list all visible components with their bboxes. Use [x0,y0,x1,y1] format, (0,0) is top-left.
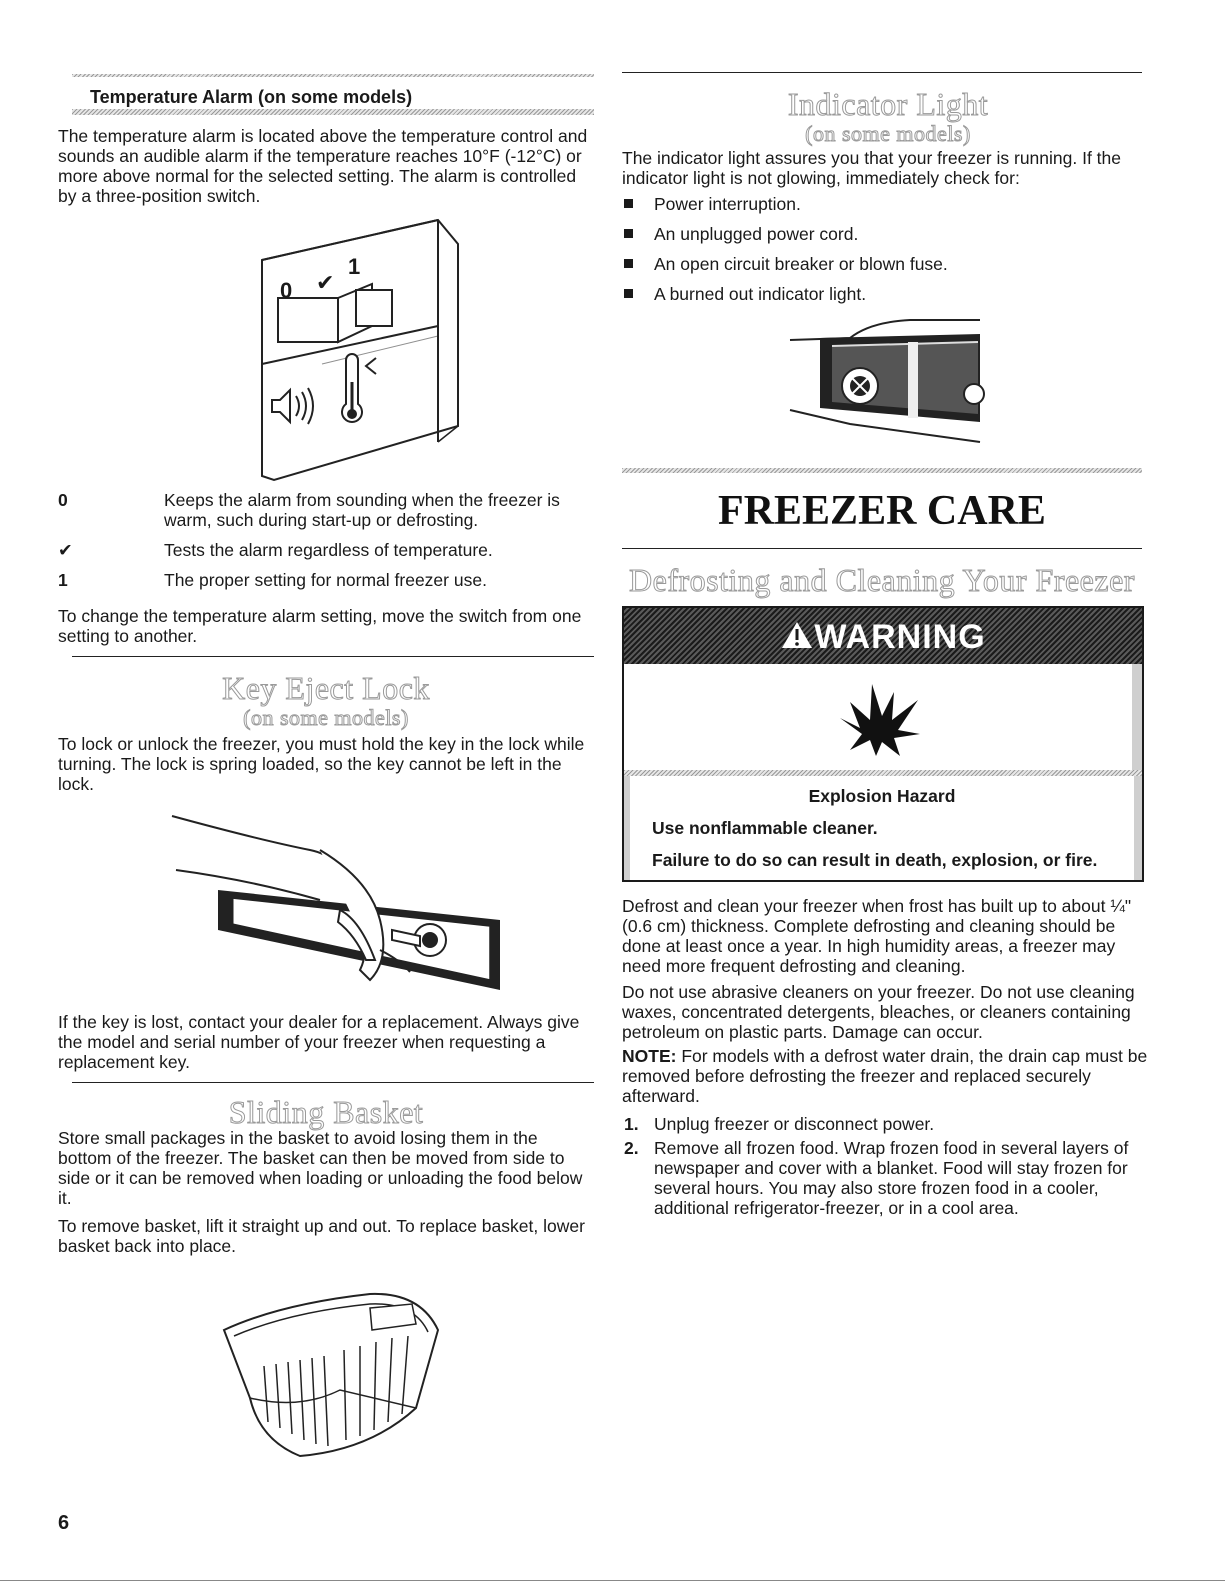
defrost-paragraph-2: Do not use abrasive cleaners on your freezer. Do not use cleaning waxes, concentrated detergents, bleaches, or cleaners containing petroleum on plastic parts. Damage can occur. [622,982,1135,1042]
setting-key: ✔ [58,540,73,560]
list-item-text: An unplugged power cord. [654,224,859,244]
explosion-icon-panel [624,664,1142,770]
heading-rule-bottom [72,109,594,115]
list-item-text: An open circuit breaker or blown fuse. [654,254,948,274]
list-item [622,284,1154,314]
setting-desc: The proper setting for normal freezer use. [164,570,487,590]
setting-key: 0 [58,490,68,510]
warning-label-group [624,618,1142,656]
bullet-icon [624,259,633,268]
note-text: For models with a defrost water drain, the drain cap must be removed before defrosting the freezer and replaced securely afterward. [622,1046,1148,1106]
lost-key-text: If the key is lost, contact your dealer for a replacement. Always give the model and serial number of your freezer when requesting a replacement key. [58,1012,580,1072]
thermometer-icon [334,352,384,430]
hazard-line-1: Use nonflammable cleaner. [652,818,878,838]
setting-desc: Tests the alarm regardless of temperature. [164,540,493,560]
bullet-icon [624,229,633,238]
sliding-basket-title: Sliding Basket [228,1094,424,1130]
bullet-icon [624,199,633,208]
hazard-text-panel [624,776,1142,880]
list-item-text: Power interruption. [654,194,801,214]
key-eject-title: Key Eject Lock [222,670,430,706]
step-number: 2. [624,1138,639,1158]
change-setting-text: To change the temperature alarm setting, move the switch from one setting to another. [58,606,582,646]
section-divider [72,1082,594,1083]
switch-label-0: 0 [280,278,293,303]
indicator-body: The indicator light assures you that your freezer is running. If the indicator light is not glowing, immediately check for: [622,148,1122,188]
basket-body-1: Store small packages in the basket to avoid losing them in the bottom of the freezer. The basket can then be moved from side to side or it can be removed when loading or unloading the food below it. [58,1128,583,1208]
switch-label-check: ✔ [316,270,335,295]
warning-triangle-icon [780,620,814,650]
section-divider [72,656,594,657]
section-divider [622,72,1142,73]
warning-header [624,608,1142,664]
temp-alarm-heading: Temperature Alarm (on some models) [90,87,413,107]
speaker-icon [270,384,320,428]
defrost-note [622,1046,1154,1106]
freezer-care-title: FREEZER CARE [718,488,1046,534]
key-lock-illustration [170,810,500,1000]
hazard-title: Explosion Hazard [808,786,956,806]
page-bottom-border [0,1580,1225,1581]
step-text: Unplug freezer or disconnect power. [654,1114,935,1134]
bullet-icon [624,289,633,298]
basket-body-2: To remove basket, lift it straight up and out. To replace basket, lower basket back into place. [58,1216,585,1256]
step-text: Remove all frozen food. Wrap frozen food in several layers of newspaper and cover with a blanket. Food will stay frozen for several hours. You may also store frozen food in a cooler, additional refrigerator-freezer, or in a cool area. [654,1138,1129,1218]
page-number: 6 [58,1512,70,1534]
step-number: 1. [624,1114,639,1134]
indicator-light-illustration [790,312,984,446]
key-eject-subtitle: (on some models) [243,705,409,730]
setting-key: 1 [58,570,68,590]
switch-label-1: 1 [348,254,361,279]
defrost-paragraph-1: Defrost and clean your freezer when frost has built up to about ¼" (0.6 cm) thickness. Complete defrosting and cleaning should be done at least once a year. In high humidity areas, a freezer may need more frequent defrosting and cleaning. [622,896,1132,976]
indicator-light-title: Indicator Light [787,86,989,122]
basket-illustration [220,1290,442,1460]
list-item [622,224,1154,254]
section-divider [622,548,1142,549]
indicator-light-subtitle: (on some models) [805,121,971,146]
defrost-section-title: Defrosting and Cleaning Your Freezer [629,562,1135,598]
freezer-care-rule [622,468,1142,473]
temp-alarm-body: The temperature alarm is located above the temperature control and sounds an audible alarm if the temperature reaches 10°F (-12°C) or more above normal for the selected setting. The alarm is controlled by a three-position switch. [58,126,588,206]
key-eject-body: To lock or unlock the freezer, you must hold the key in the lock while turning. The lock is spring loaded, so the key cannot be left in the lock. [58,734,585,794]
list-item [622,254,1154,284]
warning-label: WARNING [814,618,986,656]
setting-desc: Keeps the alarm from sounding when the freezer is warm, such during start-up or defrosting. [164,490,560,530]
list-item-text: A burned out indicator light. [654,284,867,304]
explosion-icon [836,682,922,758]
hazard-line-2: Failure to do so can result in death, explosion, or fire. [652,850,1098,870]
indicator-checklist [622,194,1154,314]
heading-rule-top [72,74,594,77]
list-item [622,194,1154,224]
warning-box [622,606,1144,882]
note-label: NOTE: [622,1046,677,1066]
